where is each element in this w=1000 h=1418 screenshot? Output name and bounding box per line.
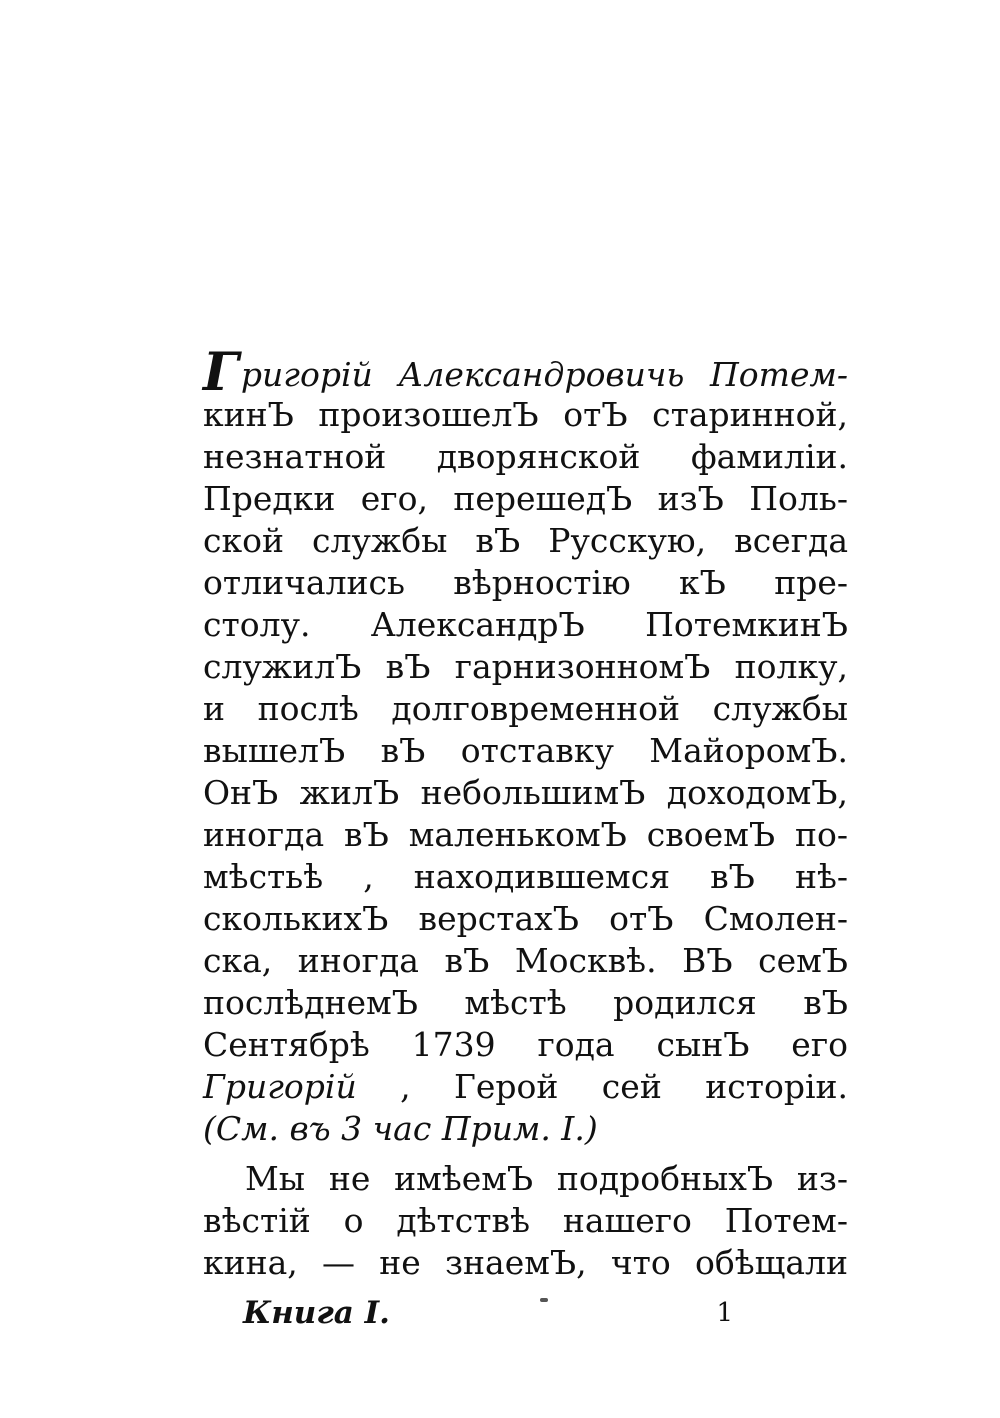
text-line-1-body: ригорій Александровичь Потем- bbox=[240, 355, 848, 394]
para2-line-2: вѣстій о дѣтствѣ нашего Потем- bbox=[203, 1201, 848, 1240]
ink-speck bbox=[540, 1298, 548, 1302]
page-footer bbox=[243, 1292, 733, 1334]
text-line-1 bbox=[203, 342, 848, 403]
main-text bbox=[203, 342, 848, 1284]
text-line-2-body: кинЪ произошелЪ отЪ старинной, bbox=[203, 395, 848, 434]
text-line-5: ской службы вЪ Русскую, всегда bbox=[203, 521, 848, 560]
text-line-6: отличались вѣрностію кЪ пре- bbox=[203, 563, 848, 602]
para2-line-1: Мы не имѣемЪ подробныхЪ из- bbox=[245, 1159, 848, 1198]
para2-line-3: кина, — не знаемЪ, что обѣщали bbox=[203, 1243, 848, 1282]
text-line-10: вышелЪ вЪ отставку МайоромЪ. bbox=[203, 731, 848, 770]
name-italic: Григорій bbox=[203, 1067, 357, 1106]
text-line-17: Сентябрѣ 1739 года сынЪ его bbox=[203, 1025, 848, 1064]
text-line-3: незнатной дворянской фамиліи. bbox=[203, 437, 848, 476]
drop-cap: Г bbox=[203, 342, 239, 403]
text-line-9: и послѣ долговременной службы bbox=[203, 689, 848, 728]
text-line-15: ска, иногда вЪ Москвѣ. ВЪ семЪ bbox=[203, 941, 848, 980]
text-line-18-tail: , Герой сей исторіи. bbox=[356, 1067, 848, 1106]
text-line-12: иногда вЪ маленькомЪ своемЪ по- bbox=[203, 815, 848, 854]
signature-number: 1 bbox=[716, 1298, 733, 1328]
text-line-19: (См. въ 3 час Прим. I.) bbox=[203, 1109, 598, 1148]
text-line-13: мѣстьѣ , находившемся вЪ нѣ- bbox=[203, 857, 848, 896]
text-line-8: служилЪ вЪ гарнизонномЪ полку, bbox=[203, 647, 848, 686]
text-line-11: ОнЪ жилЪ небольшимЪ доходомЪ, bbox=[203, 773, 848, 812]
signature-mark: Книга I. bbox=[243, 1295, 390, 1331]
text-line-7: столу. АлександрЪ ПотемкинЪ bbox=[203, 605, 848, 644]
text-line-2 bbox=[203, 394, 848, 436]
text-line-14: сколькихЪ верстахЪ отЪ Смолен- bbox=[203, 899, 848, 938]
text-line-4: Предки его, перешедЪ изЪ Поль- bbox=[203, 479, 848, 518]
text-line-18 bbox=[203, 1066, 848, 1108]
paragraph-gap bbox=[203, 1150, 848, 1158]
text-line-16: послѣднемЪ мѣстѣ родился вЪ bbox=[203, 983, 848, 1022]
